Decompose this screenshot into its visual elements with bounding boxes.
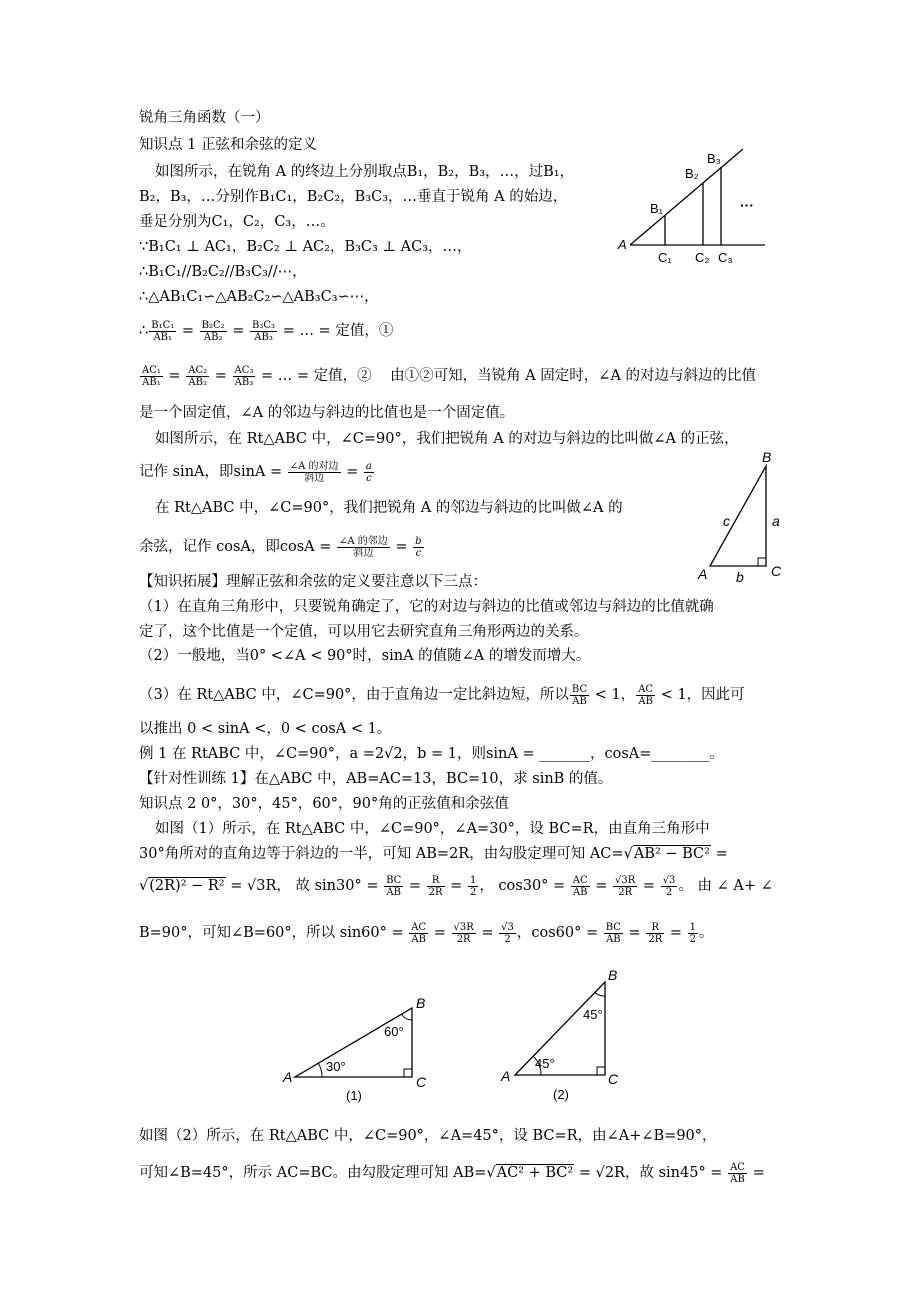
angle-b-arc <box>595 993 605 997</box>
kp2-p6-text: = √2R，故 sin45° = <box>578 1165 723 1181</box>
fraction-numerator: √3 <box>662 874 676 886</box>
fraction-denominator: AB <box>572 886 588 898</box>
fraction <box>250 320 277 343</box>
fraction <box>413 536 423 559</box>
kp1-heading: 知识点 1 正弦和余弦的定义 <box>139 137 317 153</box>
kp2-p3-text: ， cos30° = <box>479 878 566 894</box>
extension-item-3-cont: 以推出 0 < sinA <，0 < cosA < 1。 <box>139 721 392 737</box>
fraction-denominator: AB₂ <box>188 376 207 388</box>
fraction-numerator: B₁C₁ <box>151 319 175 331</box>
equals-sign: = <box>752 1165 765 1181</box>
label-b1: B₁ <box>650 201 664 216</box>
figure-30-60-90 <box>280 990 440 1110</box>
figure-similar-triangles <box>615 145 775 270</box>
fraction-denominator: AB <box>730 1173 745 1185</box>
right-angle-mark <box>758 558 766 566</box>
label-c: C <box>416 1074 427 1090</box>
extension-item-2: （2）一般地，当0° <∠A < 90°时，sinA 的值随∠A 的增发而增大。 <box>139 648 591 664</box>
fraction-numerator: R <box>427 875 445 887</box>
fraction-numerator: B₂C₂ <box>201 319 225 331</box>
fraction-numerator: AC <box>411 921 427 933</box>
fraction-denominator: c <box>415 547 422 559</box>
fraction <box>646 922 664 945</box>
side-c-label: c <box>723 513 730 529</box>
therefore-parallel: ∴B₁C₁//B₂C₂//B₃C₃//⋯， <box>139 264 307 280</box>
fraction-numerator: √3R <box>615 874 636 886</box>
angle-a-label: 45° <box>535 1056 555 1071</box>
kp2-p4-text: B=90°，可知∠B=60°，所以 sin60° = <box>139 925 404 941</box>
kp2-p2-text: 30°角所对的直角边等于斜边的一半，可知 AB=2R，由勾股定理可知 AC= <box>139 846 624 862</box>
cosine-intro: 在 Rt△ABC 中，∠C=90°，我们把锐角 A 的邻边与斜边的比叫做∠A 的 <box>155 500 623 516</box>
extension-heading: 【知识拓展】理解正弦和余弦的定义要注意以下三点： <box>139 574 487 590</box>
fraction-numerator: √3 <box>501 921 514 933</box>
fraction-denominator: 2R <box>618 886 633 898</box>
side-a-label: a <box>772 513 780 529</box>
example-1: 例 1 在 RtABC 中，∠C=90°，a =2√2，b = 1，则sinA = _______，cosA=________。 <box>139 746 724 762</box>
fraction-denominator: AB <box>411 933 426 945</box>
document-title: 锐角三角函数（一） <box>139 110 270 126</box>
fraction <box>427 875 445 898</box>
ratio-equation-1: ∴ $\frac{\text{B₁C₁}}{\text{AB₁}}$ = $\frac{\text{B₂C₂}}{\text{AB₂}}$ = $\frac{\text{B₃C₃}}{\text{AB₃}}$ = … = 定值，① <box>139 319 394 343</box>
label-b: B <box>416 995 426 1011</box>
fraction <box>233 365 256 388</box>
label-c2: C₂ <box>695 250 710 265</box>
extension-item-3 <box>139 680 745 710</box>
kp2-p4-text: 。 <box>698 925 714 941</box>
fraction-numerator: AC <box>638 683 654 695</box>
cosine-def-prefix: 余弦，记作 cosA，即cosA = <box>139 539 332 555</box>
item3-prefix: （3）在 Rt△ABC 中，∠C=90°，由于直角边一定比斜边短，所以 <box>139 687 569 703</box>
angle-a-arc <box>319 1064 323 1078</box>
fraction-denominator: AB <box>572 695 587 707</box>
triangle-abc <box>710 466 766 566</box>
fraction-denominator: 斜边 <box>304 472 325 484</box>
label-c1: C₁ <box>658 250 672 265</box>
fraction-numerator: AC <box>730 1161 745 1173</box>
kp1-paragraph-line: B₂，B₃，…分别作B₁C₁，B₂C₂，B₃C₃，…垂直于锐角 A 的始边， <box>139 189 568 205</box>
ratio-suffix: = … = 定值，② <box>261 368 372 384</box>
triangle-1 <box>295 1008 412 1077</box>
triangle-2 <box>515 982 605 1075</box>
fraction-denominator: AB <box>386 886 401 898</box>
because-statement: ∵B₁C₁ ⊥ AC₁，B₂C₂ ⊥ AC₂，B₃C₃ ⊥ AC₃，…， <box>139 239 472 255</box>
radicand: (2R)² − R² <box>149 878 225 894</box>
radicand: AC² + BC² <box>496 1165 574 1181</box>
fraction-denominator: 2R <box>456 933 471 945</box>
kp2-heading: 知识点 2 0°，30°，45°，60°，90°角的正弦值和余弦值 <box>139 796 509 812</box>
fraction <box>384 875 403 898</box>
fraction <box>364 461 374 484</box>
fraction-denominator: AB₃ <box>234 376 254 388</box>
label-c3: C₃ <box>718 250 733 265</box>
kp2-p3-text: = √3R， 故 sin30° = <box>230 878 379 894</box>
continuation-dots: ··· <box>740 197 754 213</box>
cosine-definition <box>139 532 425 562</box>
fraction-numerator: B₃C₃ <box>252 319 276 331</box>
fraction-numerator: AC₂ <box>188 364 208 376</box>
fraction <box>468 875 478 898</box>
fraction <box>728 1162 747 1185</box>
fraction-numerator: ∠A 的邻边 <box>339 535 388 547</box>
kp2-paragraph-4: B=90°，可知∠B=60°，所以 sin60° = $\frac{AC}{AB}$ = $\frac{√3R}{2R}$ = $\frac{√3}{2}$ ，cos60° = $\frac{BC}{AB}$ = $\frac{R}{2R}$ = $\frac{1}{2}$ 。 <box>139 921 714 945</box>
extension-item-1: （1）在直角三角形中，只要锐角确定了，它的对边与斜边的比值或邻边与斜边的比值就确 <box>139 599 714 615</box>
radicand: AB² − BC² <box>633 846 710 862</box>
label-a: A <box>283 1069 293 1085</box>
figure-caption: (2) <box>553 1087 569 1102</box>
fraction-denominator: AB₃ <box>254 331 273 343</box>
label-b2: B₂ <box>685 166 699 181</box>
angle-b-label: 45° <box>583 1007 603 1022</box>
fraction-numerator: b <box>415 535 422 547</box>
fraction-numerator: BC <box>571 683 588 695</box>
fraction <box>200 320 227 343</box>
label-b3: B₃ <box>707 151 721 166</box>
fraction-numerator: AC <box>572 874 588 886</box>
fraction-numerator: a <box>365 460 372 472</box>
fraction <box>636 684 655 707</box>
fraction-numerator: ∠A 的对边 <box>289 460 339 472</box>
fraction-denominator: 2 <box>689 933 696 945</box>
fraction-denominator: AB <box>638 695 653 707</box>
label-b: B <box>762 449 772 465</box>
ratio-conclusion: 由①②可知，当锐角 A 固定时，∠A 的对边与斜边的比值 <box>390 368 757 384</box>
kp2-paragraph-6: 可知∠B=45°，所示 AC=BC。由勾股定理可知 AB=√AC² + BC² = √2R，故 sin45° = $\frac{AC}{AB}$ = <box>139 1161 765 1185</box>
kp1-paragraph-line: 垂足分别为C₁，C₂，C₃，…。 <box>139 214 335 230</box>
sine-def-prefix: 记作 sinA，即sinA = <box>139 464 283 480</box>
fraction-denominator: 2 <box>504 933 511 945</box>
fraction <box>613 875 637 898</box>
fraction-denominator: AB₁ <box>153 331 173 343</box>
kp2-paragraph-3: √(2R)² − R² = √3R， 故 sin30° = $\frac{BC}{AB}$ = $\frac{R}{2R}$ = $\frac{1}{2}$ ， cos30° = $\frac{AC}{AB}$ = $\frac{√3R}{2R}$ = $\frac{√3}{2}$ 。 由 ∠ A+ ∠ <box>139 874 773 898</box>
fraction-denominator: AB₂ <box>203 331 223 343</box>
fraction <box>337 536 390 559</box>
label-a: A <box>501 1068 511 1084</box>
angle-b-arc <box>402 1014 413 1020</box>
fraction-denominator: 2 <box>469 886 477 898</box>
fraction-numerator: BC <box>605 921 621 933</box>
fraction <box>452 922 476 945</box>
practice-1: 【针对性训练 1】在△ABC 中，AB=AC=13，BC=10，求 sinB 的值。 <box>139 771 613 787</box>
extension-item-1-cont: 定了，这个比值是一个定值，可以用它去研究直角三角形两边的关系。 <box>139 624 589 640</box>
kp2-p4-text: ，cos60° = <box>516 925 599 941</box>
ray-ab <box>630 149 743 245</box>
right-angle-mark <box>404 1069 412 1077</box>
label-a: A <box>698 566 708 582</box>
label-c: C <box>771 563 782 579</box>
fraction <box>186 365 209 388</box>
fraction-numerator: √3R <box>453 921 474 933</box>
fraction <box>499 922 516 945</box>
therefore-similar: ∴△AB₁C₁∽△AB₂C₂∽△AB₃C₃∽⋯， <box>139 289 379 305</box>
kp2-p3-text: 。 由 ∠ A+ ∠ <box>678 878 773 894</box>
fraction <box>288 461 341 484</box>
ratio-prefix: ∴ <box>139 323 149 339</box>
kp2-paragraph-2: 30°角所对的直角边等于斜边的一半，可知 AB=2R，由勾股定理可知 AC=√AB² − BC² = <box>139 846 728 862</box>
fraction <box>604 922 623 945</box>
equals-sign: = <box>395 539 408 555</box>
fraction <box>140 365 163 388</box>
fraction-denominator: 2 <box>665 886 673 898</box>
item3-mid: < 1， <box>594 687 636 703</box>
angle-b-label: 60° <box>384 1024 404 1039</box>
fraction-numerator: BC <box>386 874 402 886</box>
ratio-equation-2: $\frac{\text{AC₁}}{\text{AB₁}}$ = $\frac{\text{AC₂}}{\text{AB₂}}$ = $\frac{\text{AC₃}}{\text{AB₃}}$ = … = 定值，② 由①②可知，当锐角 A 固定时，∠A 的对边与斜边的比值 <box>142 364 757 388</box>
fraction <box>688 922 698 945</box>
ratio-suffix: = … = 定值，① <box>282 323 394 339</box>
fraction-numerator: R <box>646 922 664 934</box>
sine-intro: 如图所示，在 Rt△ABC 中，∠C=90°，我们把锐角 A 的对边与斜边的比叫做∠A 的正弦， <box>155 431 739 447</box>
fraction <box>409 922 428 945</box>
kp2-paragraph-5: 如图（2）所示，在 Rt△ABC 中，∠C=90°，∠A=45°，设 BC=R，由∠A+∠B=90°， <box>139 1128 717 1144</box>
equals-sign: = <box>715 846 728 862</box>
fraction-numerator: 1 <box>469 874 477 886</box>
kp2-p6-text: 可知∠B=45°，所示 AC=BC。由勾股定理可知 AB= <box>139 1165 487 1181</box>
figure-right-triangle-abc <box>690 448 790 588</box>
fraction-numerator: AC₁ <box>142 364 161 376</box>
fraction <box>661 875 678 898</box>
fraction-denominator: 斜边 <box>353 547 374 559</box>
fraction-denominator: AB <box>606 933 621 945</box>
figure-45-45-90 <box>495 962 645 1107</box>
figure-caption: (1) <box>346 1088 362 1103</box>
fraction-denominator: 2R <box>648 933 663 945</box>
fraction-numerator: AC₃ <box>234 364 254 376</box>
fixed-ratio-sentence: 是一个固定值，∠A 的邻边与斜边的比值也是一个固定值。 <box>139 405 515 421</box>
label-c: C <box>608 1071 619 1087</box>
fraction <box>571 875 590 898</box>
fraction-denominator: 2R <box>428 886 443 898</box>
label-a: A <box>618 237 627 252</box>
angle-a-label: 30° <box>326 1059 346 1074</box>
side-b-label: b <box>736 569 744 585</box>
fraction-numerator: 1 <box>689 921 696 933</box>
kp2-paragraph-1: 如图（1）所示，在 Rt△ABC 中，∠C=90°，∠A=30°，设 BC=R，由直角三角形中 <box>155 821 710 837</box>
fraction <box>149 320 176 343</box>
sine-definition <box>139 457 375 487</box>
right-angle-mark <box>597 1067 605 1075</box>
equals-sign: = <box>346 464 359 480</box>
label-b: B <box>608 967 618 983</box>
kp1-paragraph-line: 如图所示，在锐角 A 的终边上分别取点B₁，B₂，B₃，…，过B₁， <box>155 164 575 180</box>
fraction-denominator: AB₁ <box>142 376 161 388</box>
fraction <box>570 684 589 707</box>
fraction-denominator: c <box>366 472 372 484</box>
item3-suffix: < 1，因此可 <box>660 687 745 703</box>
